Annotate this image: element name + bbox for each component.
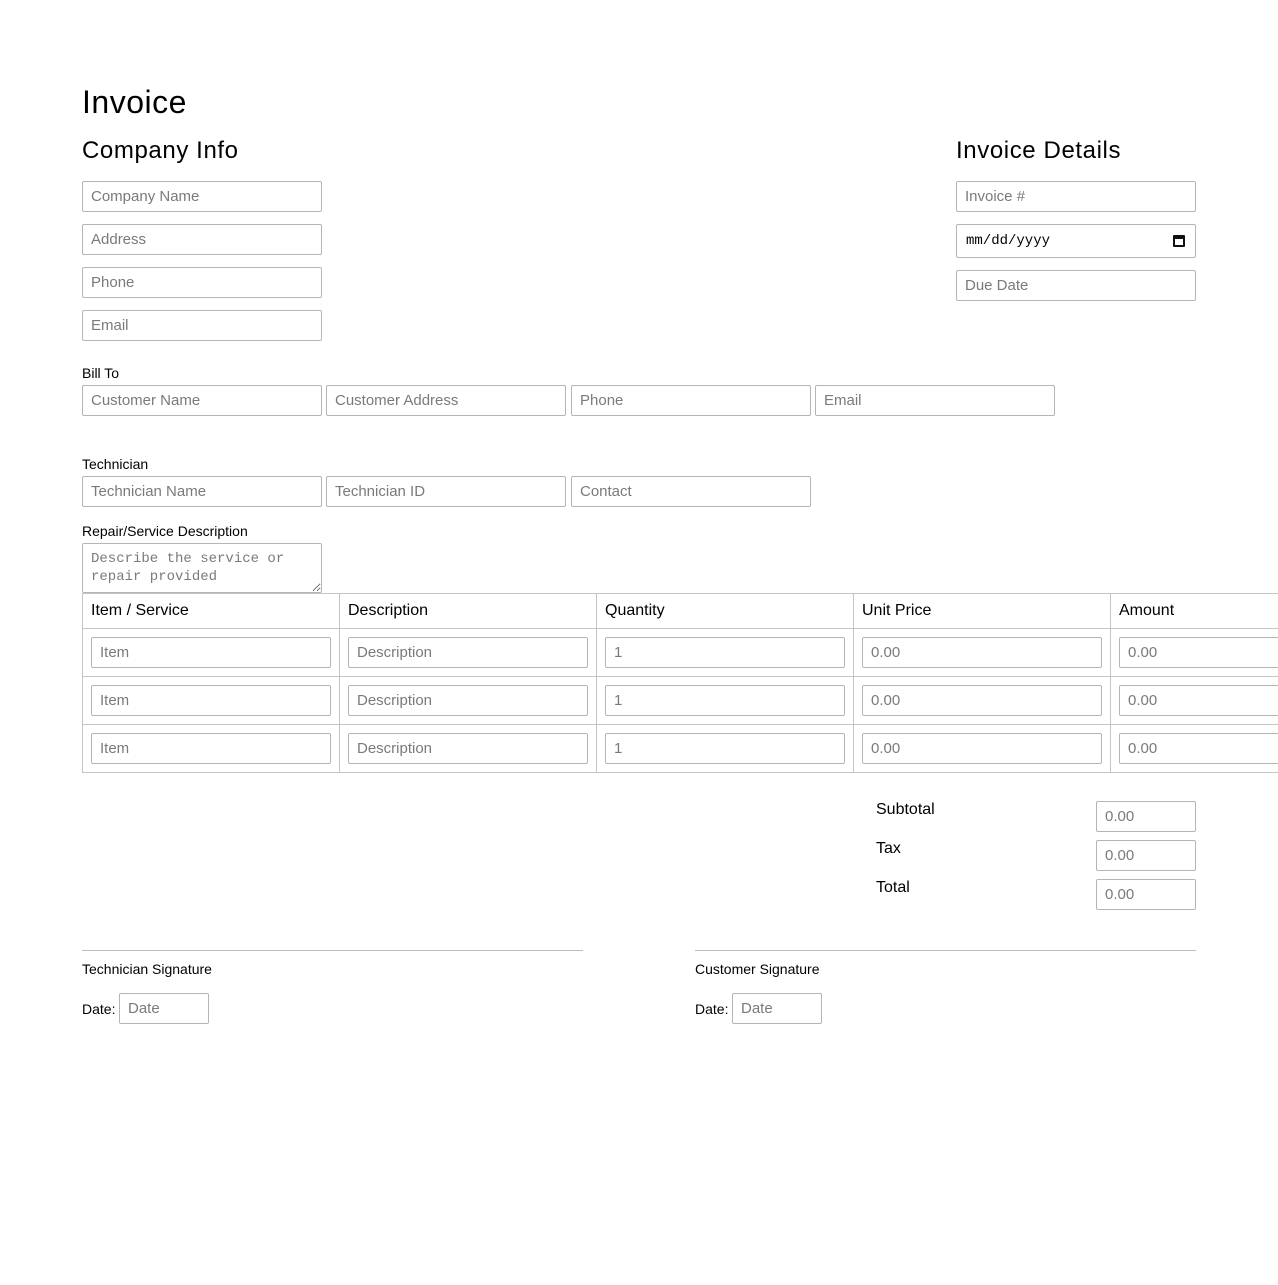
- customer-date-input[interactable]: [732, 993, 822, 1024]
- subtotal-label: Subtotal: [876, 801, 935, 818]
- service-description-textarea[interactable]: [82, 543, 322, 593]
- amount-input[interactable]: [1119, 637, 1278, 668]
- customer-address-input[interactable]: [326, 385, 566, 416]
- quantity-input[interactable]: [605, 637, 845, 668]
- header-item-service: Item / Service: [83, 594, 340, 629]
- invoice-number-input[interactable]: [956, 181, 1196, 212]
- technician-date-input[interactable]: [119, 993, 209, 1024]
- bill-to-label: Bill To: [82, 365, 120, 381]
- header-description: Description: [340, 594, 597, 629]
- calendar-icon[interactable]: [1173, 235, 1185, 247]
- customer-phone-input[interactable]: [571, 385, 811, 416]
- company-name-input[interactable]: [82, 181, 322, 212]
- subtotal-input[interactable]: [1096, 801, 1196, 832]
- technician-signature-label: Technician Signature: [82, 961, 212, 977]
- company-phone-input[interactable]: [82, 267, 322, 298]
- header-quantity: Quantity: [597, 594, 854, 629]
- description-input[interactable]: [348, 733, 588, 764]
- table-row: [83, 677, 1278, 725]
- total-input[interactable]: [1096, 879, 1196, 910]
- customer-date-label: Date:: [695, 1001, 729, 1017]
- company-email-input[interactable]: [82, 310, 322, 341]
- description-input[interactable]: [348, 637, 588, 668]
- customer-signature-label: Customer Signature: [695, 961, 820, 977]
- items-table: [82, 593, 1278, 773]
- technician-name-input[interactable]: [82, 476, 322, 507]
- description-label: Repair/Service Description: [82, 523, 248, 539]
- unit-price-input[interactable]: [862, 637, 1102, 668]
- company-address-input[interactable]: [82, 224, 322, 255]
- tax-label: Tax: [876, 840, 901, 857]
- date-format-placeholder: mm/dd/yyyy: [966, 233, 1051, 249]
- company-info-heading: Company Info: [82, 137, 239, 164]
- tax-input[interactable]: [1096, 840, 1196, 871]
- technician-contact-input[interactable]: [571, 476, 811, 507]
- page-title: Invoice: [82, 84, 187, 120]
- customer-name-input[interactable]: [82, 385, 322, 416]
- customer-signature-line[interactable]: [695, 950, 1196, 951]
- technician-date-label: Date:: [82, 1001, 116, 1017]
- total-label: Total: [876, 879, 910, 896]
- unit-price-input[interactable]: [862, 733, 1102, 764]
- quantity-input[interactable]: [605, 733, 845, 764]
- quantity-input[interactable]: [605, 685, 845, 716]
- header-unit-price: Unit Price: [854, 594, 1111, 629]
- table-header-row: [83, 594, 1278, 629]
- invoice-date-input[interactable]: [956, 224, 1196, 258]
- invoice-details-heading: Invoice Details: [956, 137, 1122, 164]
- table-row: [83, 725, 1278, 773]
- due-date-input[interactable]: [956, 270, 1196, 301]
- description-input[interactable]: [348, 685, 588, 716]
- item-input[interactable]: [91, 733, 331, 764]
- table-row: [83, 629, 1278, 677]
- amount-input[interactable]: [1119, 733, 1278, 764]
- customer-email-input[interactable]: [815, 385, 1055, 416]
- header-amount: Amount: [1111, 594, 1278, 629]
- item-input[interactable]: [91, 685, 331, 716]
- unit-price-input[interactable]: [862, 685, 1102, 716]
- technician-label: Technician: [82, 456, 149, 472]
- amount-input[interactable]: [1119, 685, 1278, 716]
- item-input[interactable]: [91, 637, 331, 668]
- technician-signature-line[interactable]: [82, 950, 583, 951]
- technician-id-input[interactable]: [326, 476, 566, 507]
